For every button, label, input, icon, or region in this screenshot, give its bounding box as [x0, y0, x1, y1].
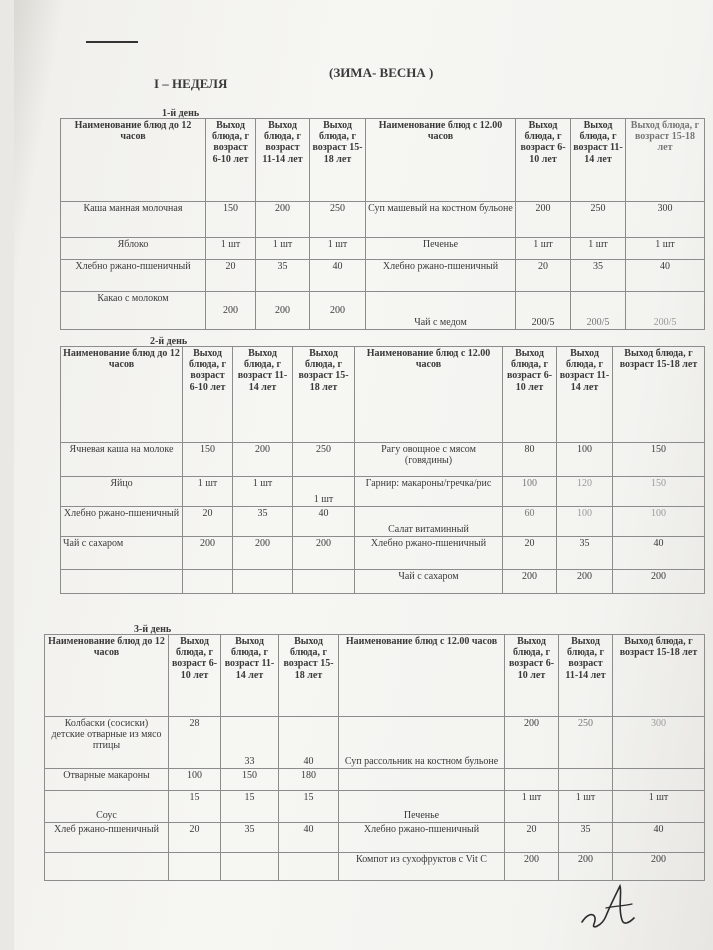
value-cell: 40 [626, 260, 705, 292]
value-cell: 200 [293, 537, 355, 570]
value-cell: 28 [169, 717, 221, 769]
value-cell: 200 [206, 292, 256, 330]
dish-cell: Соус [45, 791, 169, 823]
value-cell: 35 [571, 260, 626, 292]
value-cell: 250 [293, 443, 355, 477]
table-header-row [61, 119, 705, 202]
dish-cell [339, 769, 505, 791]
value-cell: 40 [613, 823, 705, 853]
value-cell: 200 [310, 292, 366, 330]
table-row [61, 537, 705, 570]
value-cell: 33 [221, 717, 279, 769]
value-cell: 200 [233, 443, 293, 477]
table-row [61, 260, 705, 292]
col-yield-6-10: Выход блюда, г возраст 6-10 лет [503, 347, 557, 443]
day-1-table [60, 118, 705, 330]
value-cell: 150 [183, 443, 233, 477]
value-cell: 200 [613, 853, 705, 881]
value-cell: 200 [613, 570, 705, 594]
value-cell: 200 [233, 537, 293, 570]
week-title: I – НЕДЕЛЯ [154, 76, 228, 91]
dish-cell: Отварные макароны [45, 769, 169, 791]
dish-cell: Печенье [339, 791, 505, 823]
dish-cell: Колбаски (сосиски) детские отварные из мясо птицы [45, 717, 169, 769]
value-cell: 20 [183, 507, 233, 537]
table-row [61, 507, 705, 537]
value-cell: 35 [559, 823, 613, 853]
dish-cell [45, 853, 169, 881]
value-cell: 300 [613, 717, 705, 769]
value-cell: 250 [559, 717, 613, 769]
col-yield-6-10: Выход блюда, г возраст 6-10 лет [183, 347, 233, 443]
col-dish-before-12: Наименование блюд до 12 часов [61, 347, 183, 443]
col-yield-11-14: Выход блюда, г возраст 11-14 лет [559, 635, 613, 717]
dish-cell: Суп рассольник на костном бульоне [339, 717, 505, 769]
col-yield-6-10: Выход блюда, г возраст 6-10 лет [505, 635, 559, 717]
value-cell: 200 [557, 570, 613, 594]
value-cell: 200 [183, 537, 233, 570]
value-cell: 200 [503, 570, 557, 594]
value-cell: 150 [613, 477, 705, 507]
value-cell: 1 шт [613, 791, 705, 823]
table-row [45, 791, 705, 823]
day-3-table [44, 634, 705, 881]
table-row [45, 769, 705, 791]
dish-cell: Печенье [366, 238, 516, 260]
value-cell: 1 шт [516, 238, 571, 260]
col-yield-6-10: Выход блюда, г возраст 6-10 лет [206, 119, 256, 202]
dish-cell: Хлебно ржано-пшеничный [355, 537, 503, 570]
dish-cell: Рагу овощное с мясом (говядины) [355, 443, 503, 477]
value-cell: 200 [256, 202, 310, 238]
col-yield-15-18: Выход блюда, г возраст 15-18 лет [613, 635, 705, 717]
day-2-label: 2-й день [150, 336, 188, 347]
col-yield-6-10: Выход блюда, г возраст 6-10 лет [516, 119, 571, 202]
value-cell [279, 853, 339, 881]
value-cell: 40 [279, 717, 339, 769]
value-cell: 200 [516, 202, 571, 238]
value-cell: 200 [505, 853, 559, 881]
value-cell: 250 [571, 202, 626, 238]
dish-cell: Хлеб ржано-пшеничный [45, 823, 169, 853]
col-dish-before-12: Наименование блюд до 12 часов [61, 119, 206, 202]
table-row [61, 443, 705, 477]
value-cell: 40 [310, 260, 366, 292]
dish-cell: Гарнир: макароны/гречка/рис [355, 477, 503, 507]
col-dish-after-12: Наименование блюд с 12.00 часов [339, 635, 505, 717]
value-cell: 20 [169, 823, 221, 853]
value-cell: 60 [503, 507, 557, 537]
col-yield-15-18: Выход блюда, г возраст 15-18 лет [293, 347, 355, 443]
top-dash-line [86, 41, 138, 43]
day-1-label: 1-й день [162, 108, 200, 119]
handwritten-signature [576, 880, 646, 932]
value-cell: 15 [279, 791, 339, 823]
value-cell: 1 шт [310, 238, 366, 260]
dish-cell: Суп машевый на костном бульоне [366, 202, 516, 238]
value-cell: 20 [206, 260, 256, 292]
col-yield-15-18: Выход блюда, г возраст 15-18 лет [279, 635, 339, 717]
value-cell: 100 [557, 443, 613, 477]
value-cell [559, 769, 613, 791]
value-cell: 200 [559, 853, 613, 881]
dish-cell: Яйцо [61, 477, 183, 507]
value-cell: 180 [279, 769, 339, 791]
value-cell: 20 [503, 537, 557, 570]
value-cell: 100 [169, 769, 221, 791]
col-yield-15-18: Выход блюда, г возраст 15-18 лет [626, 119, 705, 202]
day-3-label: 3-й день [134, 624, 172, 635]
table-row [61, 477, 705, 507]
value-cell: 1 шт [256, 238, 310, 260]
col-dish-after-12: Наименование блюд с 12.00 часов [366, 119, 516, 202]
col-yield-11-14: Выход блюда, г возраст 11-14 лет [256, 119, 310, 202]
value-cell: 20 [505, 823, 559, 853]
value-cell: 1 шт [505, 791, 559, 823]
dish-cell: Чай с медом [366, 292, 516, 330]
day-2-table [60, 346, 705, 594]
value-cell: 200/5 [516, 292, 571, 330]
dish-cell: Компот из сухофруктов с Vit C [339, 853, 505, 881]
col-dish-before-12: Наименование блюд до 12 часов [45, 635, 169, 717]
col-yield-15-18: Выход блюда, г возраст 15-18 лет [310, 119, 366, 202]
value-cell: 100 [613, 507, 705, 537]
col-yield-11-14: Выход блюда, г возраст 11-14 лет [221, 635, 279, 717]
value-cell [293, 570, 355, 594]
value-cell: 150 [206, 202, 256, 238]
value-cell: 35 [221, 823, 279, 853]
value-cell [233, 570, 293, 594]
dish-cell: Чай с сахаром [61, 537, 183, 570]
value-cell: 150 [613, 443, 705, 477]
value-cell: 35 [256, 260, 310, 292]
value-cell: 100 [557, 507, 613, 537]
value-cell: 1 шт [559, 791, 613, 823]
col-yield-11-14: Выход блюда, г возраст 11-14 лет [571, 119, 626, 202]
value-cell: 35 [233, 507, 293, 537]
document-page [14, 0, 713, 950]
value-cell: 200/5 [626, 292, 705, 330]
table-header-row [45, 635, 705, 717]
value-cell: 200/5 [571, 292, 626, 330]
value-cell: 1 шт [233, 477, 293, 507]
table-row [61, 292, 705, 330]
table-header-row [61, 347, 705, 443]
value-cell: 200 [256, 292, 310, 330]
dish-cell: Ячневая каша на молоке [61, 443, 183, 477]
value-cell: 150 [221, 769, 279, 791]
table-row [45, 853, 705, 881]
col-yield-6-10: Выход блюда, г возраст 6-10 лет [169, 635, 221, 717]
value-cell: 1 шт [293, 477, 355, 507]
dish-cell: Хлебно ржано-пшеничный [61, 507, 183, 537]
dish-cell: Салат витаминный [355, 507, 503, 537]
value-cell: 300 [626, 202, 705, 238]
value-cell [169, 853, 221, 881]
dish-cell [61, 570, 183, 594]
col-dish-after-12: Наименование блюд с 12.00 часов [355, 347, 503, 443]
table-row [61, 238, 705, 260]
value-cell: 200 [505, 717, 559, 769]
season-title: (ЗИМА- ВЕСНА ) [329, 65, 434, 80]
value-cell: 15 [221, 791, 279, 823]
value-cell: 1 шт [571, 238, 626, 260]
value-cell: 120 [557, 477, 613, 507]
value-cell: 40 [613, 537, 705, 570]
col-yield-15-18: Выход блюда, г возраст 15-18 лет [613, 347, 705, 443]
table-row [61, 202, 705, 238]
value-cell [613, 769, 705, 791]
value-cell [505, 769, 559, 791]
table-row [45, 823, 705, 853]
dish-cell: Хлебно ржано-пшеничный [339, 823, 505, 853]
dish-cell: Хлебно ржано-пшеничный [366, 260, 516, 292]
value-cell: 15 [169, 791, 221, 823]
value-cell [183, 570, 233, 594]
dish-cell: Чай с сахаром [355, 570, 503, 594]
value-cell: 250 [310, 202, 366, 238]
dish-cell: Какао с молоком [61, 292, 206, 330]
dish-cell: Яблоко [61, 238, 206, 260]
dish-cell: Хлебно ржано-пшеничный [61, 260, 206, 292]
col-yield-11-14: Выход блюда, г возраст 11-14 лет [557, 347, 613, 443]
value-cell: 35 [557, 537, 613, 570]
col-yield-11-14: Выход блюда, г возраст 11-14 лет [233, 347, 293, 443]
value-cell: 40 [279, 823, 339, 853]
value-cell: 40 [293, 507, 355, 537]
table-row [61, 570, 705, 594]
value-cell: 1 шт [626, 238, 705, 260]
table-row [45, 717, 705, 769]
value-cell: 100 [503, 477, 557, 507]
value-cell: 1 шт [183, 477, 233, 507]
value-cell: 80 [503, 443, 557, 477]
dish-cell: Каша манная молочная [61, 202, 206, 238]
value-cell: 20 [516, 260, 571, 292]
value-cell: 1 шт [206, 238, 256, 260]
value-cell [221, 853, 279, 881]
